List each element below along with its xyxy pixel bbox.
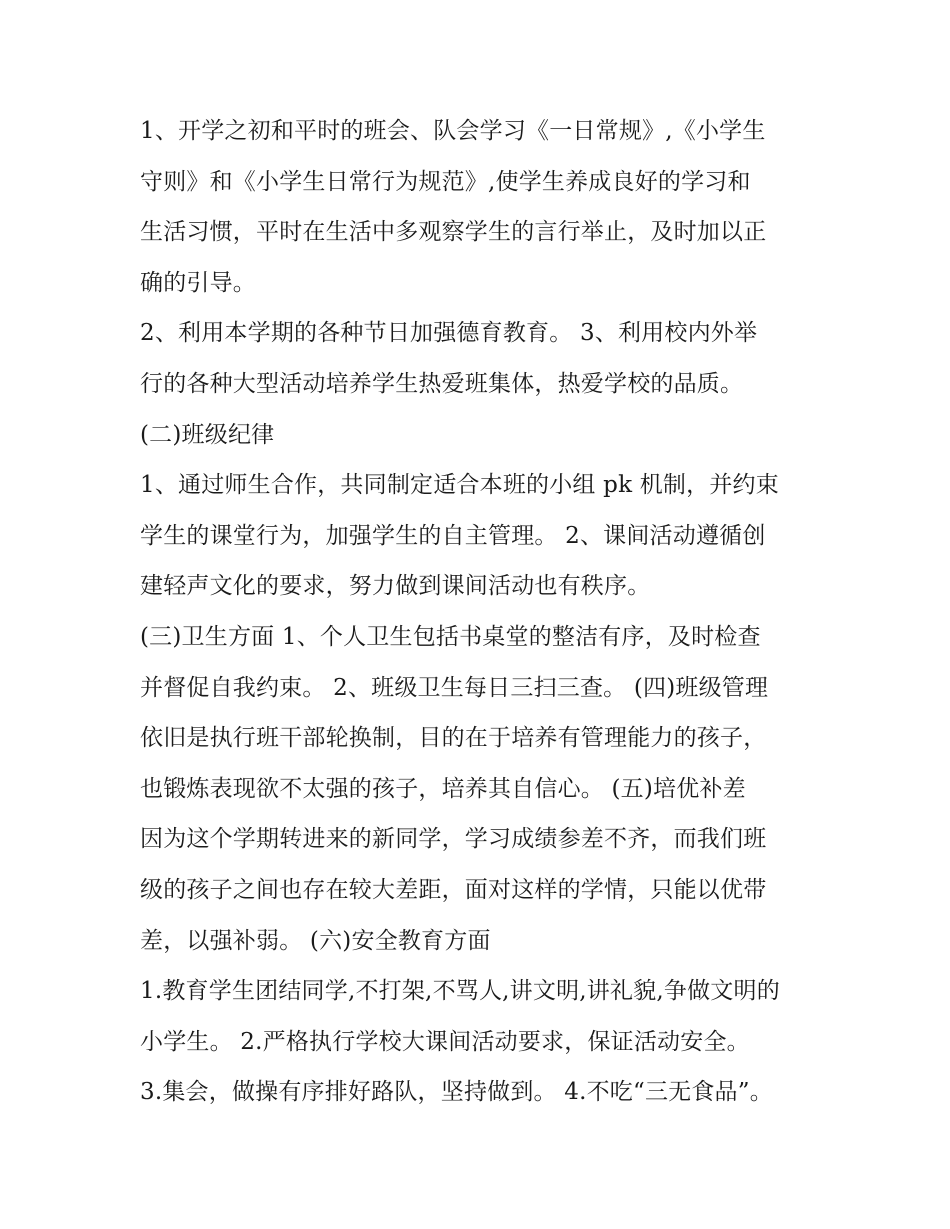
text-line: 确的引导。: [140, 269, 256, 296]
text-line: 1、通过师生合作，共同制定适合本班的小组 pk 机制，并约束: [140, 472, 779, 499]
text-line: 依旧是执行班干部轮换制，目的在于培养有管理能力的孩子，: [140, 725, 767, 752]
text-line: 也锻炼表现欲不太强的孩子，培养其自信心。 (五)培优补差: [140, 775, 746, 802]
text-line: 2、利用本学期的各种节日加强德育教育。 3、利用校内外举: [140, 320, 758, 347]
text-line: 生活习惯，平时在生活中多观察学生的言行举止，及时加以正: [140, 219, 767, 246]
text-line: 行的各种大型活动培养学生热爱班集体，热爱学校的品质。: [140, 370, 744, 397]
text-line: 级的孩子之间也存在较大差距，面对这样的学情，只能以优带: [140, 876, 767, 903]
text-line: 小学生。 2.严格执行学校大课间活动要求，保证活动安全。: [140, 1028, 750, 1055]
section-heading: (二)班级纪律: [140, 421, 275, 448]
text-line: 因为这个学期转进来的新同学，学习成绩参差不齐，而我们班: [140, 826, 767, 853]
text-line: 建轻声文化的要求，努力做到课间活动也有秩序。: [140, 573, 651, 600]
text-line: 3.集会，做操有序排好路队，坚持做到。 4.不吃“三无食品”。: [140, 1079, 773, 1106]
document-body: [140, 106, 820, 1118]
text-line: 1.教育学生团结同学,不打架,不骂人,讲文明,讲礼貌,争做文明的: [140, 978, 780, 1005]
text-line: 学生的课堂行为，加强学生的自主管理。 2、课间活动遵循创: [140, 522, 766, 549]
text-line: 并督促自我约束。 2、班级卫生每日三扫三查。 (四)班级管理: [140, 674, 769, 701]
text-line: (三)卫生方面 1、个人卫生包括书桌堂的整洁有序，及时检查: [140, 623, 761, 650]
text-line: 1、开学之初和平时的班会、队会学习《一日常规》,《小学生: [140, 118, 766, 144]
text-line: 差，以强补弱。 (六)安全教育方面: [140, 927, 491, 954]
text-line: 守则》和《小学生日常行为规范》,使学生养成良好的学习和: [140, 168, 751, 195]
